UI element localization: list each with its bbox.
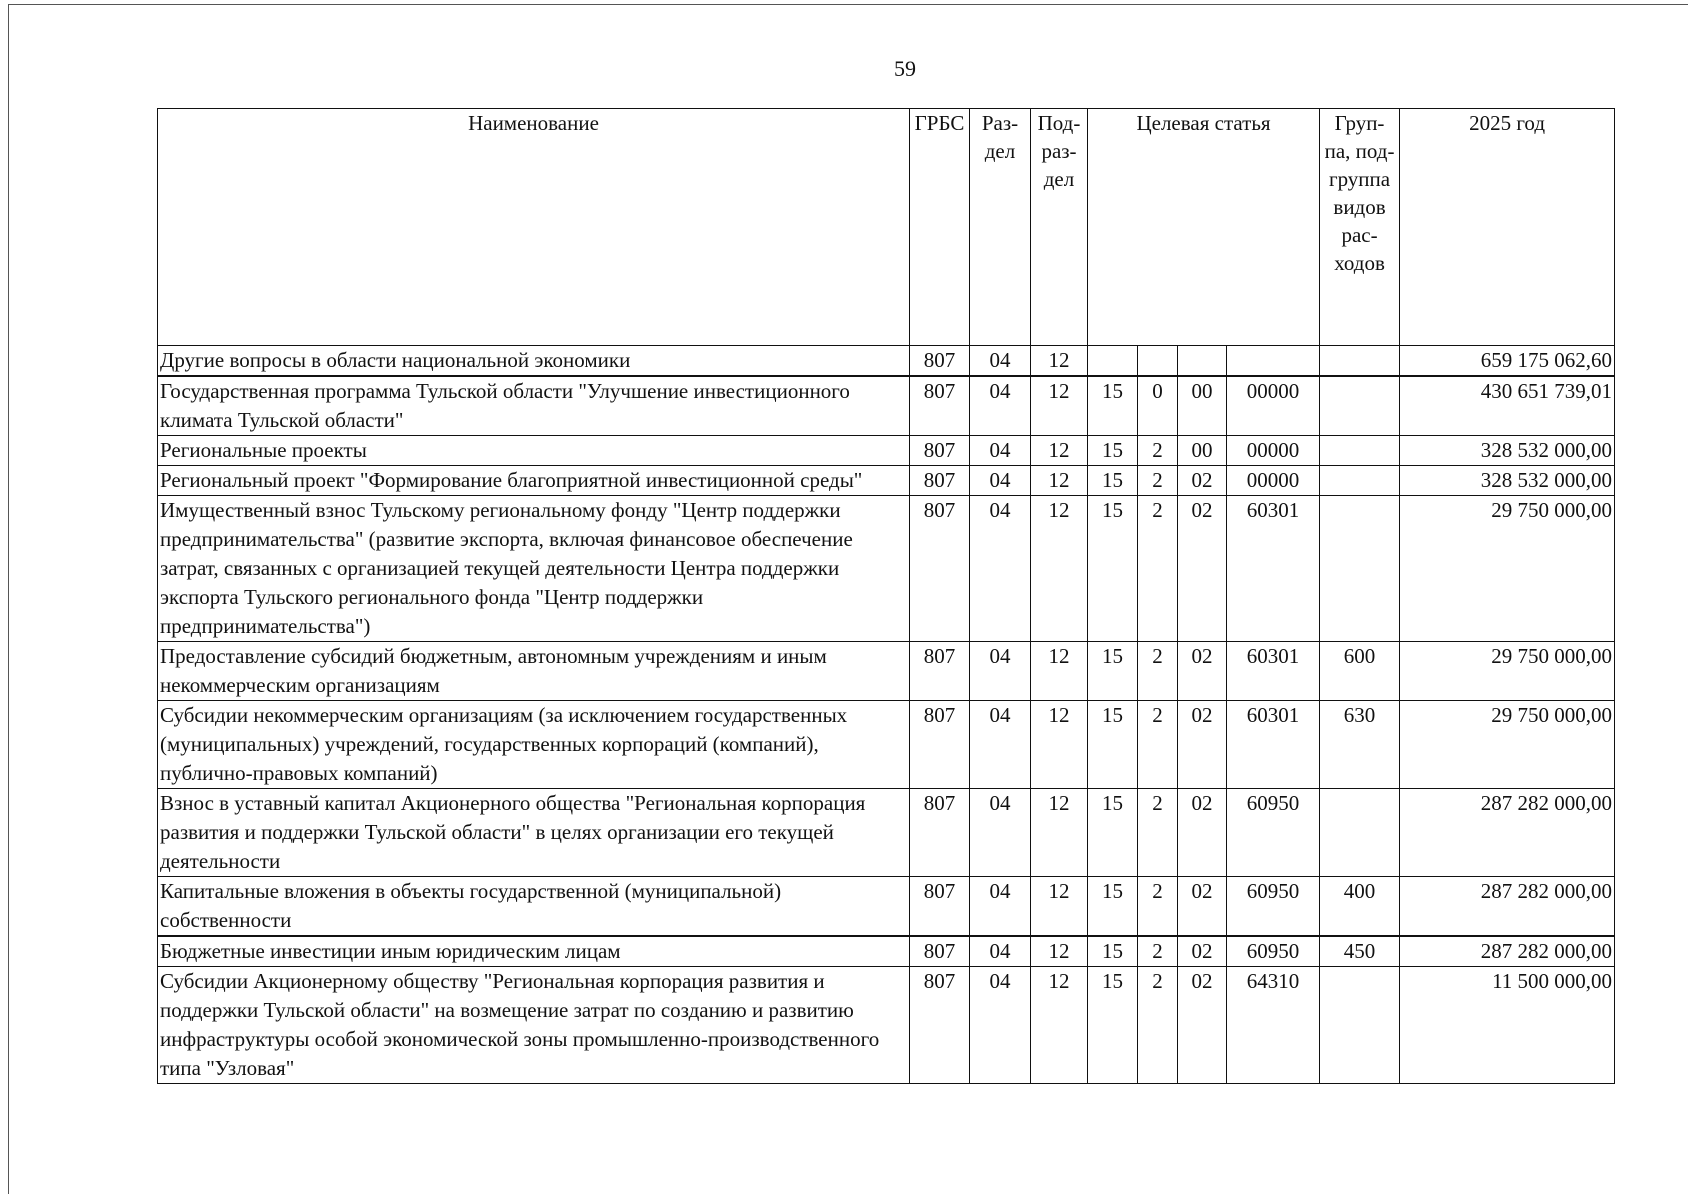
row-razdel: 04 — [970, 642, 1031, 701]
row-razdel: 04 — [970, 877, 1031, 937]
row-expense-group: 600 — [1320, 642, 1400, 701]
row-name: Субсидии некоммерческим организациям (за исключением государственных (муниципальных) учреждений, государственных корпораций (компаний), публично-правовых компаний) — [158, 701, 910, 789]
row-amount: 287 282 000,00 — [1400, 936, 1615, 967]
row-target-type: 2 — [1138, 936, 1178, 967]
table-row — [158, 701, 1615, 789]
header-grbs: ГРБС — [910, 109, 970, 346]
row-grbs: 807 — [910, 936, 970, 967]
row-podrazdel: 12 — [1031, 701, 1088, 789]
row-target-program: 15 — [1088, 936, 1138, 967]
row-target-type: 2 — [1138, 967, 1178, 1084]
row-name: Региональный проект "Формирование благоприятной инвестиционной среды" — [158, 466, 910, 496]
header-target-article: Целевая статья — [1088, 109, 1320, 346]
row-target-subprogram: 02 — [1178, 877, 1227, 937]
row-target-program: 15 — [1088, 496, 1138, 642]
table-row — [158, 496, 1615, 642]
row-target-program — [1088, 346, 1138, 377]
row-grbs: 807 — [910, 346, 970, 377]
row-razdel: 04 — [970, 346, 1031, 377]
row-expense-group — [1320, 466, 1400, 496]
header-expense-group: Груп- па, под- группа видов рас- ходов — [1320, 109, 1400, 346]
row-razdel: 04 — [970, 466, 1031, 496]
row-target-subprogram: 02 — [1178, 936, 1227, 967]
row-amount: 659 175 062,60 — [1400, 346, 1615, 377]
table-row — [158, 936, 1615, 967]
row-target-subprogram — [1178, 346, 1227, 377]
row-target-subprogram: 00 — [1178, 376, 1227, 436]
row-target-direction: 00000 — [1227, 376, 1320, 436]
row-razdel: 04 — [970, 789, 1031, 877]
row-name: Взнос в уставный капитал Акционерного общества "Региональная корпорация развития и поддержки Тульской области" в целях организации его текущей деятельности — [158, 789, 910, 877]
row-target-program: 15 — [1088, 967, 1138, 1084]
row-razdel: 04 — [970, 496, 1031, 642]
row-podrazdel: 12 — [1031, 346, 1088, 377]
row-razdel: 04 — [970, 967, 1031, 1084]
row-grbs: 807 — [910, 789, 970, 877]
row-podrazdel: 12 — [1031, 936, 1088, 967]
row-target-program: 15 — [1088, 789, 1138, 877]
row-target-direction: 60301 — [1227, 701, 1320, 789]
budget-table — [157, 108, 1615, 1084]
row-name: Бюджетные инвестиции иным юридическим лицам — [158, 936, 910, 967]
row-amount: 11 500 000,00 — [1400, 967, 1615, 1084]
row-grbs: 807 — [910, 967, 970, 1084]
row-grbs: 807 — [910, 496, 970, 642]
row-amount: 328 532 000,00 — [1400, 436, 1615, 466]
page-border-left — [8, 4, 9, 1194]
row-name: Имущественный взнос Тульскому региональному фонду "Центр поддержки предпринимательства" (развитие экспорта, включая финансовое обеспечение затрат, связанных с организацией текущей деятельности Центра поддержки экспорта Тульского регионального фонда "Центр поддержки предпринимательства") — [158, 496, 910, 642]
header-year: 2025 год — [1400, 109, 1615, 346]
row-target-program: 15 — [1088, 877, 1138, 937]
row-grbs: 807 — [910, 466, 970, 496]
page-number: 59 — [894, 56, 916, 81]
page-border-top — [8, 4, 1688, 5]
row-expense-group: 630 — [1320, 701, 1400, 789]
row-expense-group — [1320, 376, 1400, 436]
row-target-direction: 60301 — [1227, 496, 1320, 642]
table-row — [158, 967, 1615, 1084]
row-target-direction: 64310 — [1227, 967, 1320, 1084]
row-grbs: 807 — [910, 642, 970, 701]
row-target-direction — [1227, 346, 1320, 377]
row-expense-group: 400 — [1320, 877, 1400, 937]
table-row — [158, 877, 1615, 937]
row-razdel: 04 — [970, 436, 1031, 466]
row-target-program: 15 — [1088, 376, 1138, 436]
row-grbs: 807 — [910, 376, 970, 436]
table-row — [158, 436, 1615, 466]
row-expense-group — [1320, 789, 1400, 877]
row-amount: 29 750 000,00 — [1400, 701, 1615, 789]
row-target-type: 2 — [1138, 466, 1178, 496]
row-target-subprogram: 02 — [1178, 701, 1227, 789]
row-expense-group — [1320, 436, 1400, 466]
table-row — [158, 789, 1615, 877]
row-target-direction: 00000 — [1227, 436, 1320, 466]
row-target-subprogram: 02 — [1178, 967, 1227, 1084]
row-target-direction: 60950 — [1227, 936, 1320, 967]
row-podrazdel: 12 — [1031, 789, 1088, 877]
row-grbs: 807 — [910, 701, 970, 789]
row-name: Другие вопросы в области национальной экономики — [158, 346, 910, 377]
table-row — [158, 642, 1615, 701]
row-amount: 287 282 000,00 — [1400, 789, 1615, 877]
row-target-program: 15 — [1088, 436, 1138, 466]
row-target-type: 2 — [1138, 436, 1178, 466]
row-target-direction: 00000 — [1227, 466, 1320, 496]
row-razdel: 04 — [970, 701, 1031, 789]
row-name: Субсидии Акционерному обществу "Региональная корпорация развития и поддержки Тульской области" на возмещение затрат по созданию и развитию инфраструктуры особой экономической зоны промышленно-производственного типа "Узловая" — [158, 967, 910, 1084]
row-target-subprogram: 02 — [1178, 642, 1227, 701]
row-expense-group — [1320, 967, 1400, 1084]
header-name: Наименование — [158, 109, 910, 346]
row-podrazdel: 12 — [1031, 496, 1088, 642]
row-target-type: 2 — [1138, 877, 1178, 937]
row-podrazdel: 12 — [1031, 466, 1088, 496]
row-amount: 328 532 000,00 — [1400, 466, 1615, 496]
row-expense-group: 450 — [1320, 936, 1400, 967]
row-target-direction: 60950 — [1227, 789, 1320, 877]
row-target-program: 15 — [1088, 642, 1138, 701]
row-target-subprogram: 02 — [1178, 466, 1227, 496]
row-razdel: 04 — [970, 936, 1031, 967]
row-name: Региональные проекты — [158, 436, 910, 466]
row-target-type: 0 — [1138, 376, 1178, 436]
row-name: Предоставление субсидий бюджетным, автономным учреждениям и иным некоммерческим организациям — [158, 642, 910, 701]
row-podrazdel: 12 — [1031, 376, 1088, 436]
row-podrazdel: 12 — [1031, 967, 1088, 1084]
row-grbs: 807 — [910, 436, 970, 466]
row-target-type — [1138, 346, 1178, 377]
row-target-program: 15 — [1088, 466, 1138, 496]
row-target-direction: 60950 — [1227, 877, 1320, 937]
header-razdel: Раз- дел — [970, 109, 1031, 346]
row-target-type: 2 — [1138, 789, 1178, 877]
row-target-direction: 60301 — [1227, 642, 1320, 701]
row-target-subprogram: 02 — [1178, 496, 1227, 642]
table-row — [158, 376, 1615, 436]
row-podrazdel: 12 — [1031, 642, 1088, 701]
header-podrazdel: Под- раз- дел — [1031, 109, 1088, 346]
row-target-type: 2 — [1138, 701, 1178, 789]
row-grbs: 807 — [910, 877, 970, 937]
row-razdel: 04 — [970, 376, 1031, 436]
row-name: Государственная программа Тульской области "Улучшение инвестиционного климата Тульской области" — [158, 376, 910, 436]
table-row — [158, 346, 1615, 377]
table-header-row — [158, 109, 1615, 346]
row-expense-group — [1320, 496, 1400, 642]
row-target-program: 15 — [1088, 701, 1138, 789]
row-podrazdel: 12 — [1031, 877, 1088, 937]
row-target-subprogram: 00 — [1178, 436, 1227, 466]
row-target-subprogram: 02 — [1178, 789, 1227, 877]
table-row — [158, 466, 1615, 496]
row-amount: 29 750 000,00 — [1400, 642, 1615, 701]
row-amount: 29 750 000,00 — [1400, 496, 1615, 642]
row-target-type: 2 — [1138, 642, 1178, 701]
row-amount: 287 282 000,00 — [1400, 877, 1615, 937]
row-podrazdel: 12 — [1031, 436, 1088, 466]
row-target-type: 2 — [1138, 496, 1178, 642]
row-expense-group — [1320, 346, 1400, 377]
row-amount: 430 651 739,01 — [1400, 376, 1615, 436]
row-name: Капитальные вложения в объекты государственной (муниципальной) собственности — [158, 877, 910, 937]
